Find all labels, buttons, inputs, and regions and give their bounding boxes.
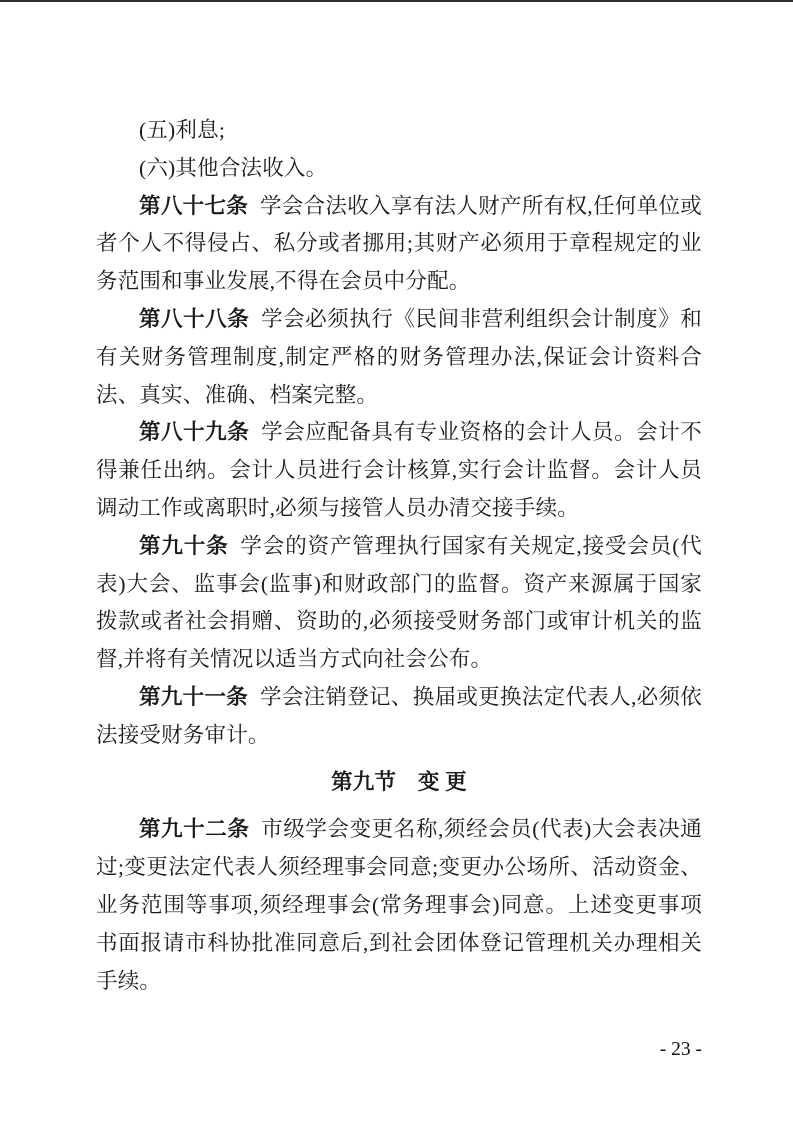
paragraph [96,188,702,301]
article-number: 第九十二条 [139,817,250,842]
article-number: 第九十一条 [139,684,249,709]
page-footer [96,1038,702,1062]
paragraph [96,301,702,414]
paragraph-text: 学会的资产管理执行国家有关规定,接受会员(代表)大会、监事会(监事)和财政部门的监督。资产来源属于国家拨款或者社会捐赠、资助的,必须接受财务部门或审计机关的监督,并将有关情况以适当方式向社会公布。 [96,533,702,672]
section-heading: 第九节 变 更 [331,769,467,794]
article-number: 第八十八条 [139,306,250,331]
page-number: - 23 - [659,1039,702,1060]
article-number: 第九十条 [139,533,229,558]
article-number: 第八十九条 [139,420,250,445]
paragraph-text: 学会合法收入享有法人财产所有权,任何单位或者个人不得侵占、私分或者挪用;其财产必须用于章程规定的业务范围和事业发展,不得在会员中分配。 [96,193,702,294]
paragraph-text: 市级学会变更名称,须经会员(代表)大会表决通过;变更法定代表人须经理事会同意;变更办公场所、活动资金、业务范围等事项,须经理事会(常务理事会)同意。上述变更事项书面报请市科协批准同意后,到社会团体登记管理机关办理相关手续。 [96,817,702,993]
document-body [96,112,702,1000]
paragraph-text: 学会应配备具有专业资格的会计人员。会计不得兼任出纳。会计人员进行会计核算,实行会计监督。会计人员调动工作或离职时,必须与接管人员办清交接手续。 [96,420,702,520]
paragraph-text: 学会注销登记、换届或更换法定代表人,必须依法接受财务审计。 [96,684,702,747]
page-top-edge-line [0,0,793,2]
article-number: 第八十七条 [139,193,249,218]
paragraph [96,528,702,679]
paragraph [96,679,702,755]
paragraph: (六)其他合法收入。 [139,155,328,180]
paragraph: (五)利息; [139,118,225,142]
paragraph-text: 学会必须执行《民间非营利组织会计制度》和有关财务管理制度,制定严格的财务管理办法,保证会计资料合法、真实、准确、档案完整。 [96,306,702,407]
paragraph [96,414,702,527]
paragraph [96,811,702,1000]
